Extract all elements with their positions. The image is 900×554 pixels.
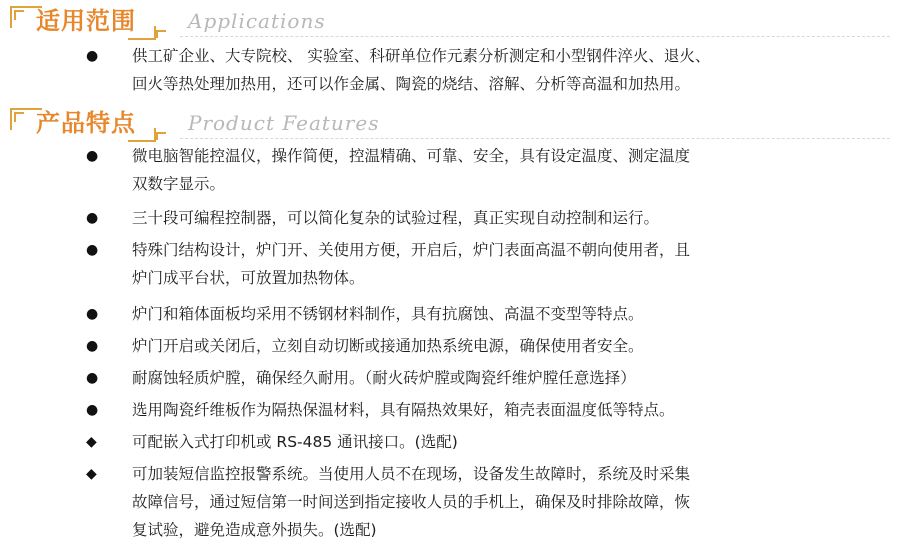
title-frame-inner: [156, 132, 166, 140]
item-line: 炉门成平台状，可放置加热物体。: [132, 269, 365, 287]
item-text: [132, 332, 822, 360]
title-frame-inner: [14, 10, 24, 20]
item-line: 炉门开启或关闭后，立刻自动切断或接通加热系统电源，确保使用者安全。: [132, 337, 644, 355]
bullet-icon: ●: [86, 48, 99, 64]
bullet-icon: ●: [86, 306, 99, 322]
bullet-icon: ●: [86, 242, 99, 258]
list-item: [86, 364, 806, 392]
item-line: 可加装短信监控报警系统。当使用人员不在现场，设备发生故障时，系统及时采集: [132, 465, 691, 483]
item-text: [132, 42, 822, 98]
bullet-icon: ●: [86, 370, 99, 386]
item-line: 回火等热处理加热用，还可以作金属、陶瓷的烧结、溶解、分析等高温和加热用。: [132, 75, 691, 93]
list-item: [86, 42, 806, 98]
item-text: [132, 396, 822, 424]
bullet-icon: ●: [86, 148, 99, 164]
list-item: [86, 428, 806, 456]
section-title-en: Product Features: [188, 111, 380, 135]
item-text: [132, 364, 822, 392]
section-title-zh: 产品特点: [36, 109, 136, 137]
item-line: 双数字显示。: [132, 175, 226, 193]
item-line: 炉门和箱体面板均采用不锈钢材料制作，具有抗腐蚀、高温不变型等特点。: [132, 305, 644, 323]
section-divider: [180, 138, 890, 139]
list-item: [86, 142, 806, 198]
diamond-bullet-icon: ◆: [86, 466, 97, 482]
title-frame-inner: [156, 30, 166, 38]
item-line: 复试验，避免造成意外损失。(选配): [132, 521, 377, 539]
list-item: [86, 236, 806, 292]
title-frame-inner: [14, 112, 24, 122]
item-line: 特殊门结构设计，炉门开、关使用方便，开启后，炉门表面高温不朝向使用者，且: [132, 241, 691, 259]
section-title-en: Applications: [188, 9, 326, 33]
bullet-icon: ●: [86, 338, 99, 354]
list-item: [86, 332, 806, 360]
item-line: 三十段可编程控制器，可以简化复杂的试验过程，真正实现自动控制和运行。: [132, 209, 660, 227]
item-text: [132, 428, 822, 456]
item-line: 选用陶瓷纤维板作为隔热保温材料，具有隔热效果好，箱壳表面温度低等特点。: [132, 401, 675, 419]
item-text: [132, 300, 822, 328]
section-title-zh: 适用范围: [36, 7, 136, 35]
item-line: 故障信号，通过短信第一时间送到指定接收人员的手机上，确保及时排除故障，恢: [132, 493, 691, 511]
item-text: [132, 204, 822, 232]
list-item: [86, 396, 806, 424]
list-item: [86, 300, 806, 328]
item-text: [132, 460, 822, 544]
item-text: [132, 142, 822, 198]
applications-header: [10, 4, 890, 38]
features-header: [10, 106, 890, 140]
list-item: [86, 460, 806, 544]
diamond-bullet-icon: ◆: [86, 434, 97, 450]
item-line: 微电脑智能控温仪，操作简便，控温精确、可靠、安全，具有设定温度、测定温度: [132, 147, 691, 165]
bullet-icon: ●: [86, 210, 99, 226]
list-item: [86, 204, 806, 232]
bullet-icon: ●: [86, 402, 99, 418]
item-line: 耐腐蚀轻质炉膛，确保经久耐用。（耐火砖炉膛或陶瓷纤维炉膛任意选择）: [132, 369, 636, 387]
section-divider: [180, 36, 890, 37]
item-line: 可配嵌入式打印机或 RS-485 通讯接口。(选配): [132, 433, 458, 451]
item-text: [132, 236, 822, 292]
item-line: 供工矿企业、大专院校、 实验室、科研单位作元素分析测定和小型钢件淬火、退火、: [132, 47, 711, 65]
